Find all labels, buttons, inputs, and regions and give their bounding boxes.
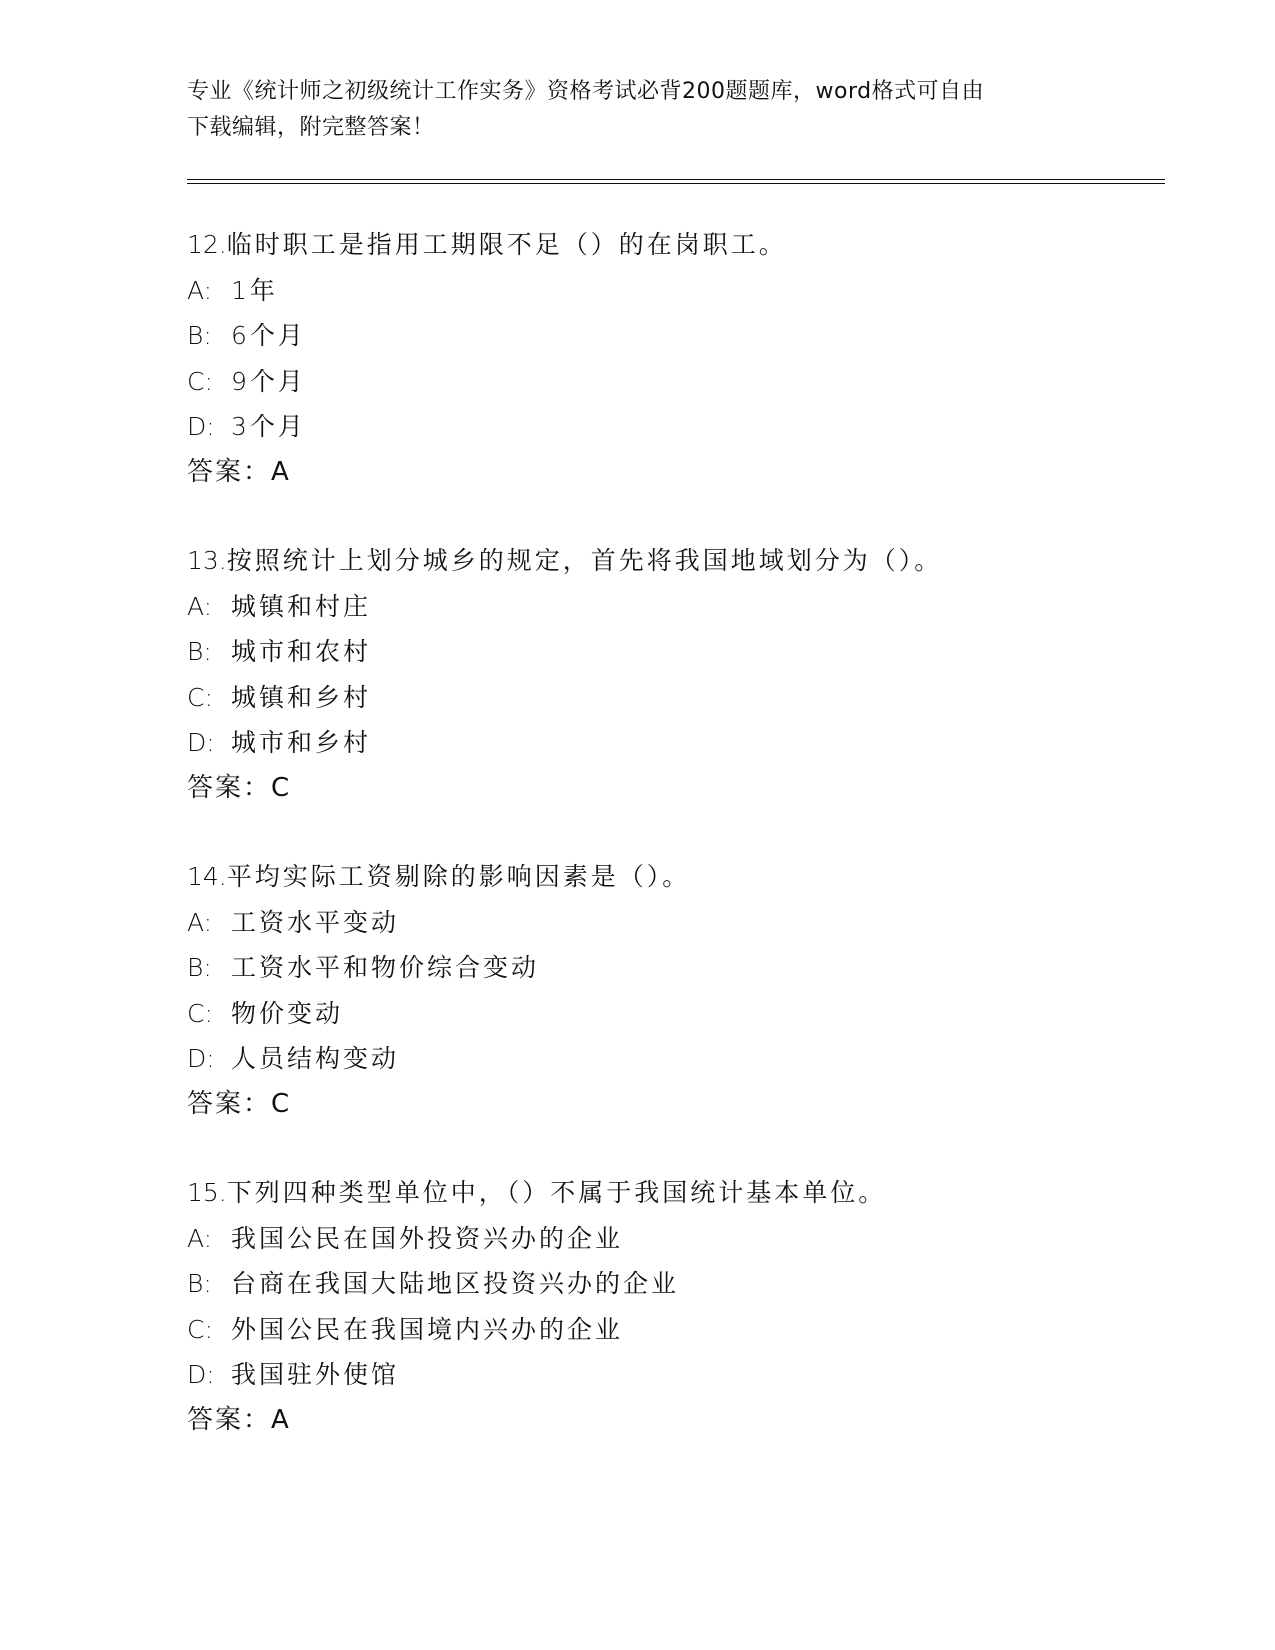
option-text: 我国驻外使馆 [231, 1360, 400, 1390]
option-letter: B: [187, 1269, 212, 1299]
question-14 [187, 854, 1187, 1128]
option-text: 工资水平和物价综合变动 [231, 953, 540, 983]
option-b [187, 945, 1187, 991]
question-number: 12. [187, 230, 227, 259]
document-header [187, 74, 1087, 146]
option-a [187, 268, 1187, 314]
question-stem [187, 222, 1187, 268]
question-stem [187, 1170, 1187, 1216]
option-d [187, 720, 1187, 766]
option-text: 1年 [231, 275, 278, 305]
option-text: 物价变动 [231, 998, 344, 1028]
header-double-rule [187, 179, 1165, 184]
option-letter: D: [187, 1360, 215, 1390]
option-text: 我国公民在国外投资兴办的企业 [231, 1223, 624, 1253]
option-letter: D: [187, 412, 215, 442]
option-d [187, 404, 1187, 450]
option-c [187, 675, 1187, 721]
question-stem [187, 854, 1187, 900]
option-letter: C: [187, 366, 213, 396]
option-text: 城镇和乡村 [231, 682, 372, 712]
option-letter: D: [187, 1044, 215, 1074]
option-text: 城镇和村庄 [231, 591, 372, 621]
option-text: 工资水平变动 [231, 907, 400, 937]
answer: 答案：C [187, 1088, 292, 1119]
option-text: 3个月 [231, 412, 306, 442]
question-number: 15. [187, 1178, 227, 1207]
question-15 [187, 1170, 1187, 1444]
option-b [187, 1261, 1187, 1307]
option-text: 6个月 [231, 321, 306, 351]
header-line-1: 专业《统计师之初级统计工作实务》资格考试必背200题题库，word格式可自由 [187, 79, 985, 104]
header-line-2: 下载编辑，附完整答案！ [187, 115, 435, 140]
option-letter: C: [187, 1314, 213, 1344]
option-letter: B: [187, 321, 212, 351]
option-text: 9个月 [231, 366, 306, 396]
option-a [187, 1216, 1187, 1262]
option-letter: C: [187, 998, 213, 1028]
option-letter: A: [187, 1223, 213, 1253]
answer: 答案：A [187, 1404, 291, 1435]
option-letter: A: [187, 907, 213, 937]
option-d [187, 1036, 1187, 1082]
option-c [187, 1307, 1187, 1353]
option-c [187, 991, 1187, 1037]
option-a [187, 900, 1187, 946]
option-c [187, 359, 1187, 405]
question-number: 13. [187, 546, 227, 575]
option-letter: C: [187, 682, 213, 712]
question-stem [187, 538, 1187, 584]
question-12 [187, 222, 1187, 496]
option-text: 外国公民在我国境内兴办的企业 [231, 1314, 624, 1344]
option-letter: A: [187, 275, 213, 305]
answer: 答案：C [187, 772, 292, 803]
option-text: 人员结构变动 [231, 1044, 400, 1074]
option-b [187, 629, 1187, 675]
question-text: 按照统计上划分城乡的规定，首先将我国地域划分为（）。 [226, 546, 943, 575]
option-letter: D: [187, 728, 215, 758]
answer: 答案：A [187, 456, 291, 487]
option-text: 台商在我国大陆地区投资兴办的企业 [231, 1269, 680, 1299]
question-text: 临时职工是指用工期限不足（）的在岗职工。 [226, 230, 787, 259]
option-letter: B: [187, 637, 212, 667]
option-text: 城市和农村 [231, 637, 372, 667]
option-letter: A: [187, 591, 213, 621]
option-letter: B: [187, 953, 212, 983]
question-number: 14. [187, 862, 227, 891]
option-text: 城市和乡村 [231, 728, 372, 758]
question-text: 平均实际工资剔除的影响因素是（）。 [226, 862, 691, 891]
option-d [187, 1352, 1187, 1398]
question-text: 下列四种类型单位中，（）不属于我国统计基本单位。 [226, 1178, 887, 1207]
question-13 [187, 538, 1187, 812]
option-a [187, 584, 1187, 630]
option-b [187, 313, 1187, 359]
